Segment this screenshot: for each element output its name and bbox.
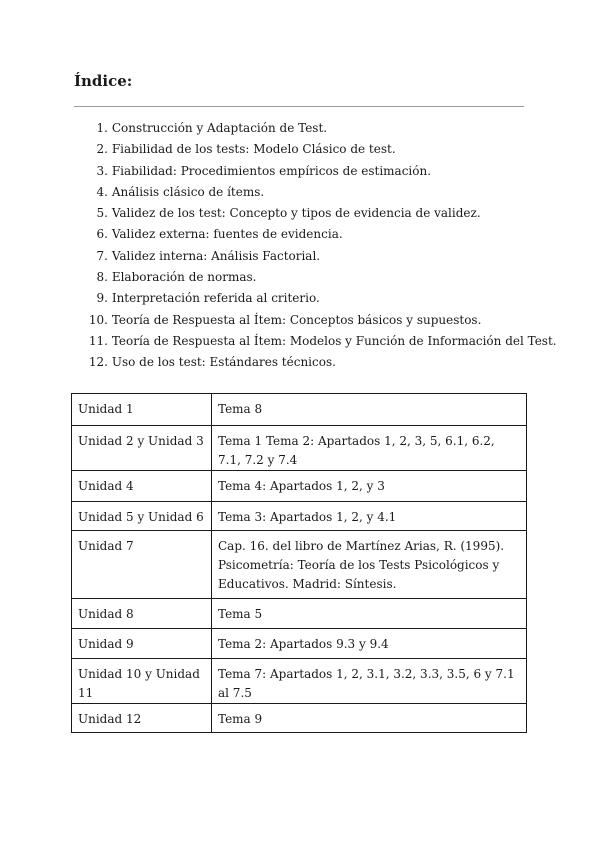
list-item — [74, 161, 524, 182]
list-item — [74, 203, 524, 224]
item-text: Análisis clásico de ítems. — [111, 184, 265, 199]
item-text: Fiabilidad: Procedimientos empíricos de estimación. — [111, 163, 432, 178]
item-number: 1. — [96, 121, 108, 135]
list-item — [74, 139, 524, 160]
page-title: Índice: — [74, 72, 133, 90]
unit-cell: Unidad 2 y Unidad 3 — [72, 426, 212, 471]
item-text: Validez externa: fuentes de evidencia. — [111, 227, 343, 242]
list-item — [74, 182, 524, 203]
item-number: 4. — [96, 184, 108, 199]
item-number: 3. — [96, 163, 108, 178]
item-number: 6. — [96, 227, 108, 242]
item-text: Uso de los test: Estándares técnicos. — [111, 355, 336, 370]
item-number: 11. — [88, 333, 108, 348]
item-number: 9. — [96, 291, 108, 306]
item-text: Elaboración de normas. — [111, 270, 257, 285]
topic-cell: Tema 1 Tema 2: Apartados 1, 2, 3, 5, 6.1, 6.2, 7.1, 7.2 y 7.4 — [212, 426, 527, 471]
item-number: 12. — [88, 355, 108, 370]
item-text: Teoría de Respuesta al Ítem: Modelos y Función de Información del Test. — [111, 333, 557, 348]
list-item — [74, 310, 524, 331]
table-row — [72, 471, 527, 502]
topic-cell: Tema 3: Apartados 1, 2, y 4.1 — [212, 502, 527, 531]
table-row — [72, 426, 527, 471]
item-number: 5. — [96, 206, 108, 221]
topic-cell: Tema 7: Apartados 1, 2, 3.1, 3.2, 3.3, 3.5, 6 y 7.1 al 7.5 — [212, 659, 527, 704]
item-text: Teoría de Respuesta al Ítem: Conceptos básicos y supuestos. — [111, 312, 482, 327]
item-text: Interpretación referida al criterio. — [111, 291, 320, 306]
index-list — [74, 118, 557, 374]
topic-cell: Tema 4: Apartados 1, 2, y 3 — [212, 471, 527, 502]
unit-cell: Unidad 4 — [72, 471, 212, 502]
unit-cell: Unidad 10 y Unidad 11 — [72, 659, 212, 704]
table-row — [72, 531, 527, 599]
item-text: Validez interna: Análisis Factorial. — [111, 248, 321, 263]
item-text: Construcción y Adaptación de Test. — [111, 121, 328, 135]
table-row — [72, 659, 527, 704]
table-row — [72, 502, 527, 531]
unit-cell: Unidad 7 — [72, 531, 212, 599]
unit-cell: Unidad 8 — [72, 599, 212, 629]
topic-cell: Tema 2: Apartados 9.3 y 9.4 — [212, 629, 527, 659]
unit-cell: Unidad 12 — [72, 704, 212, 733]
topic-cell: Cap. 16. del libro de Martínez Arias, R. (1995). Psicometría: Teoría de los Tests Psicológicos y Educativos. Madrid: Síntesis. — [212, 531, 527, 599]
topic-cell: Tema 8 — [212, 394, 527, 426]
unit-cell: Unidad 1 — [72, 394, 212, 426]
divider — [74, 106, 524, 107]
topic-cell: Tema 9 — [212, 704, 527, 733]
list-item — [74, 118, 524, 139]
table-row — [72, 394, 527, 426]
list-item — [74, 267, 524, 288]
item-text: Fiabilidad de los tests: Modelo Clásico de test. — [111, 142, 396, 157]
list-item — [74, 288, 524, 309]
unit-cell: Unidad 9 — [72, 629, 212, 659]
item-text: Validez de los test: Concepto y tipos de evidencia de validez. — [111, 206, 481, 221]
list-item — [74, 224, 524, 245]
units-table — [71, 393, 527, 733]
item-number: 7. — [96, 248, 108, 263]
topic-cell: Tema 5 — [212, 599, 527, 629]
table-row — [72, 599, 527, 629]
list-item — [74, 331, 557, 352]
unit-cell: Unidad 5 y Unidad 6 — [72, 502, 212, 531]
table-row — [72, 704, 527, 733]
item-number: 8. — [96, 270, 108, 285]
item-number: 10. — [88, 312, 108, 327]
list-item — [74, 352, 524, 373]
list-item — [74, 246, 524, 267]
item-number: 2. — [96, 142, 108, 157]
table-row — [72, 629, 527, 659]
